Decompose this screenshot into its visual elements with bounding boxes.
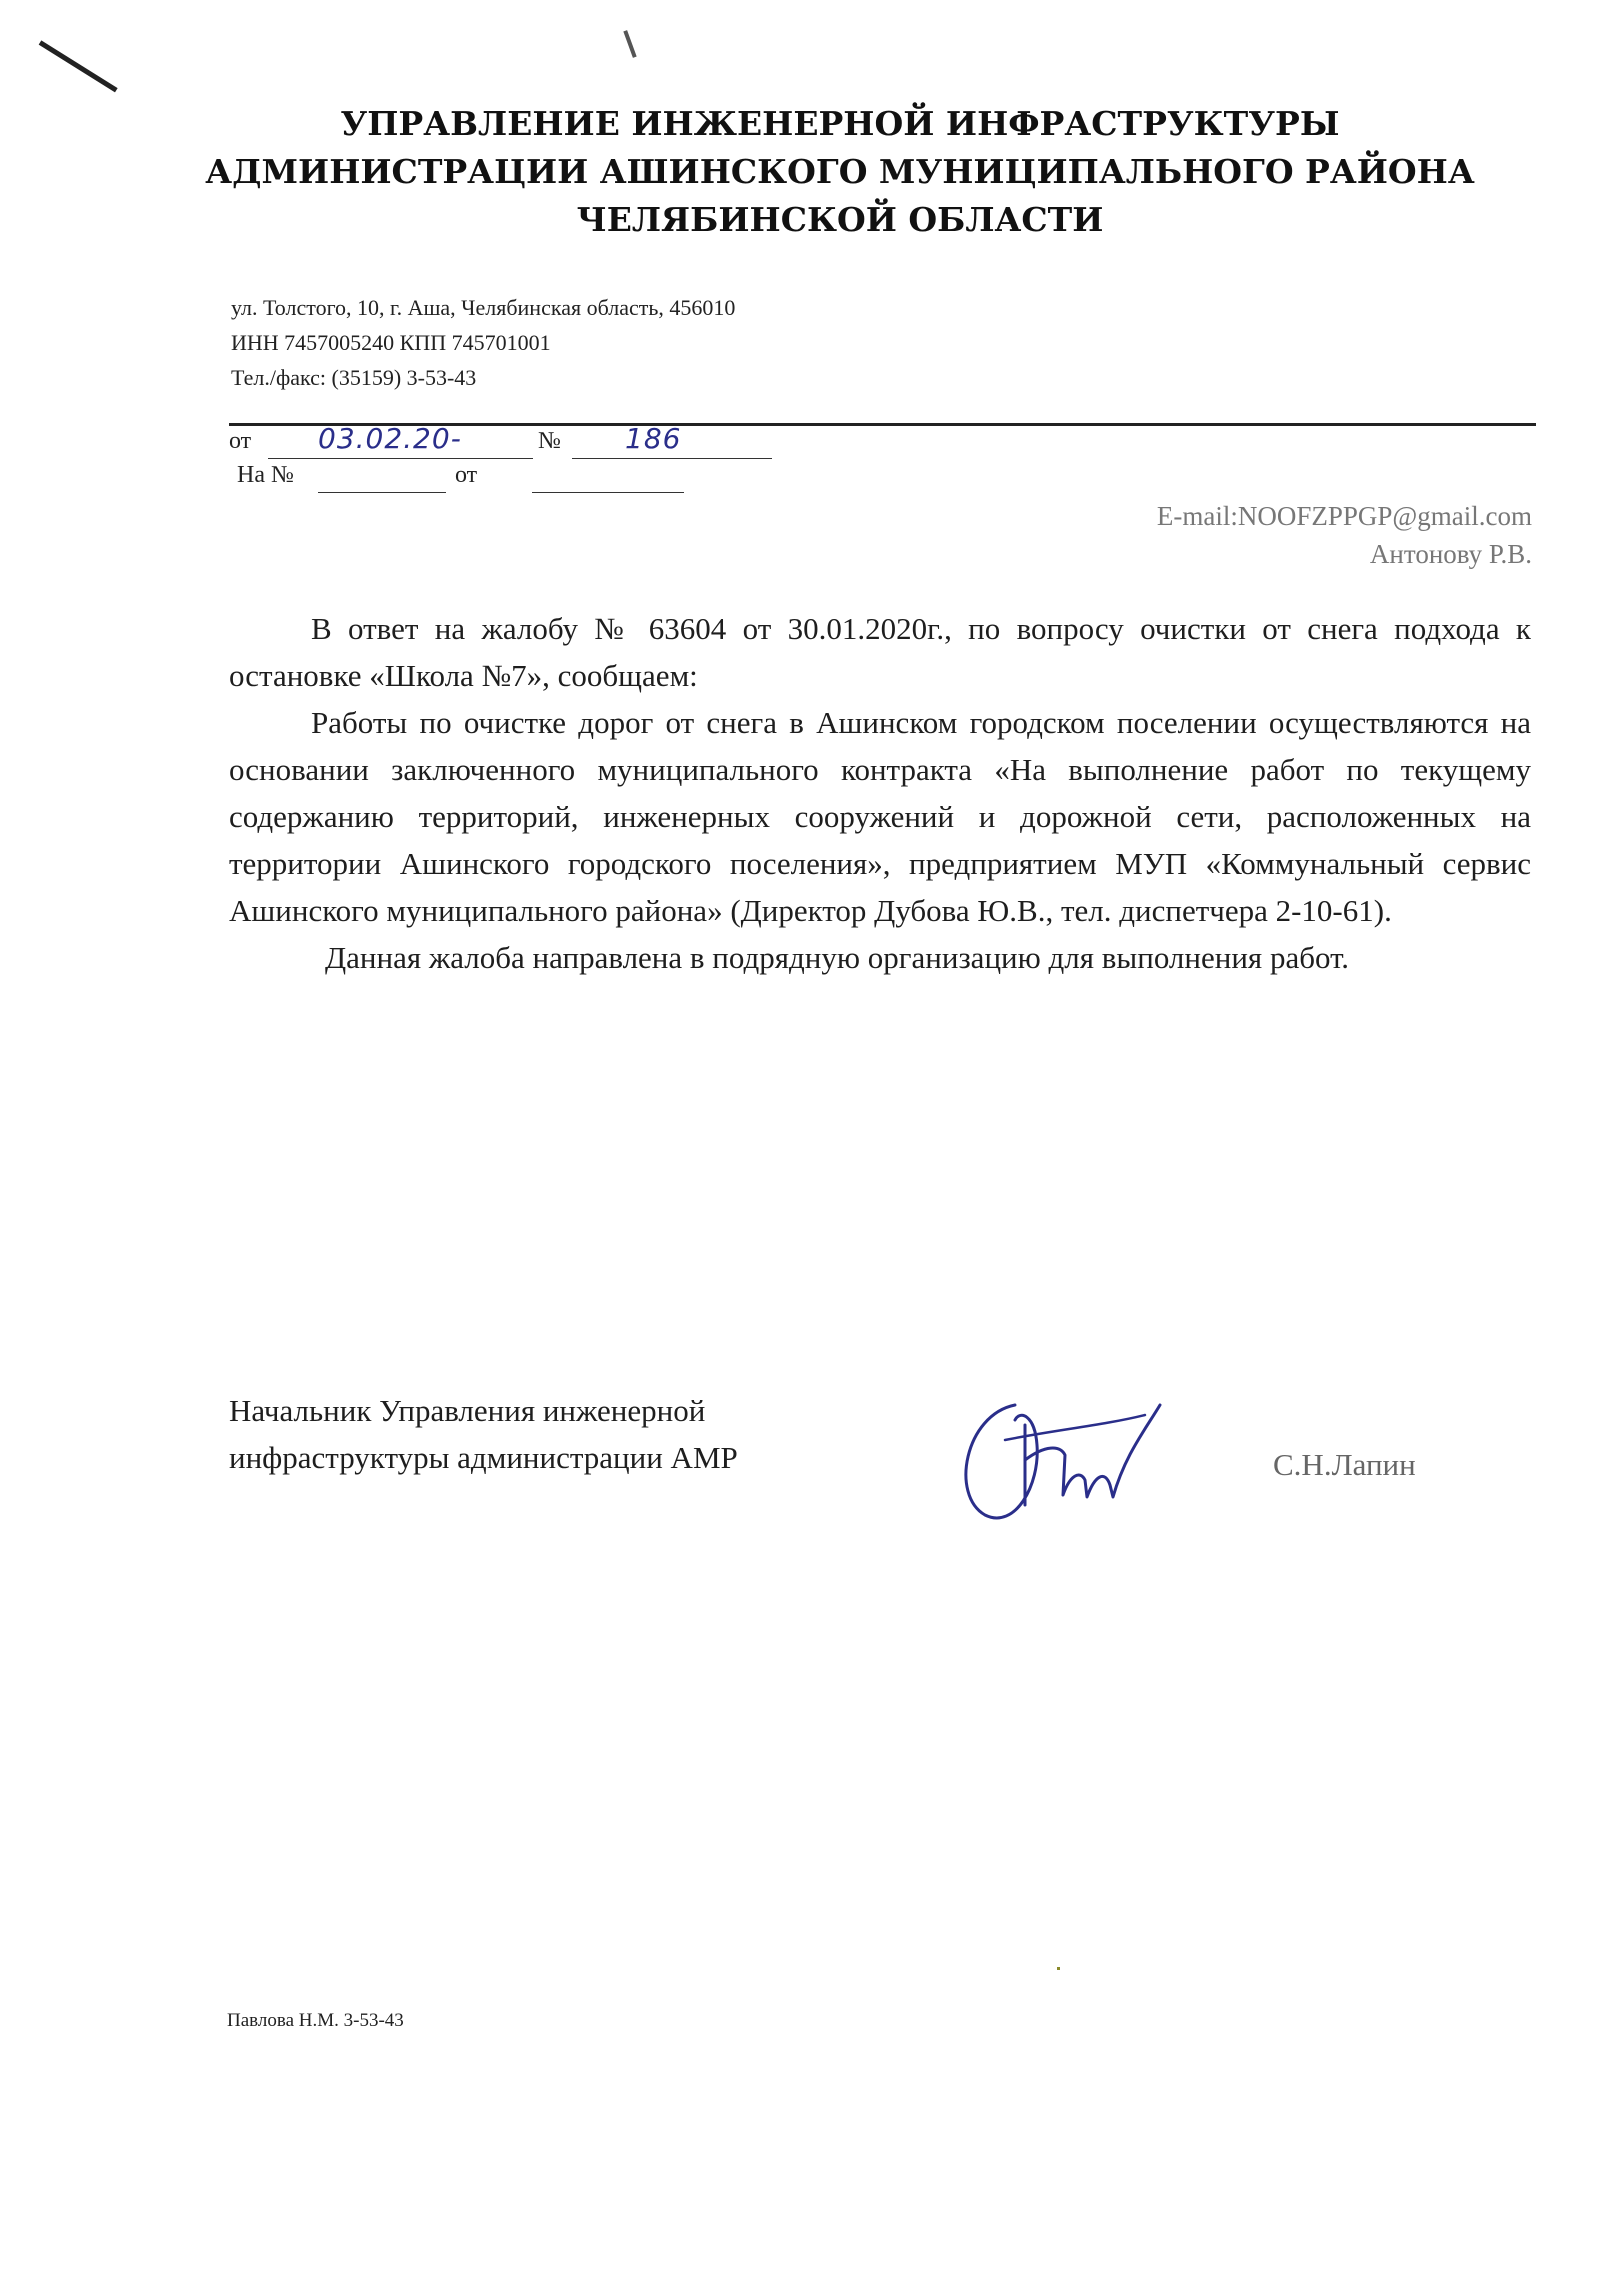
org-phone: Тел./факс: (35159) 3-53-43 [231,365,477,390]
letterhead-line-1: УПРАВЛЕНИЕ ИНЖЕНЕРНОЙ ИНФРАСТРУКТУРЫ [340,104,1340,143]
org-inn-kpp: ИНН 7457005240 КПП 745701001 [231,330,551,355]
reply-number-field [318,462,446,493]
signer-title-line-2: инфраструктуры администрации АМР [229,1440,738,1475]
signer-title-line-1: Начальник Управления инженерной [229,1393,706,1428]
letterhead-line-2: АДМИНИСТРАЦИИ АШИНСКОГО МУНИЦИПАЛЬНОГО РАЙОНА [205,152,1475,191]
number-label: № [538,428,561,454]
reply-label: На № [237,462,294,488]
handwritten-number: 186 [625,422,682,455]
reply-date-field [532,462,684,493]
performer-note: Павлова Н.М. 3-53-43 [227,2010,404,2031]
scan-speck [1057,1967,1060,1970]
body-paragraph-1: В ответ на жалобу № 63604 от 30.01.2020г., по вопросу очистки от снега подхода к остановке «Школа №7», сообщаем: [229,611,1531,693]
org-address: ул. Толстого, 10, г. Аша, Челябинская область, 456010 [231,295,736,320]
recipient-email: E-mail:NOOFZPPGP@gmail.com [1156,501,1532,531]
reply-from-label: от [455,462,478,488]
letterhead [200,100,1480,244]
scan-speck [623,30,636,58]
letterhead-line-3: ЧЕЛЯБИНСКОЙ ОБЛАСТИ [576,200,1104,239]
recipient-block [1157,497,1532,573]
handwritten-date: 03.02.20- [318,422,462,455]
signer-name: С.Н.Лапин [1273,1447,1416,1482]
from-label: от [229,428,252,454]
letter-body [229,605,1531,981]
org-contact-info [231,290,735,395]
scan-mark [39,40,118,92]
handwritten-signature [945,1385,1185,1535]
body-paragraph-2: Работы по очистке дорог от снега в Ашинском городском поселении осуществляются на основании заключенного муниципального контракта «На выполнение работ по текущему содержанию территорий, инженерных сооружений и дорожной сети, расположенных на территории Ашинского городского поселения», предприятием МУП «Коммунальный сервис Ашинского муниципального района» (Директор Дубова Ю.В., тел. диспетчера 2-10-61). [229,705,1531,928]
signer-title [229,1387,738,1481]
body-paragraph-3: Данная жалоба направлена в подрядную организацию для выполнения работ. [325,940,1350,975]
recipient-name: Антонову Р.В. [1369,539,1532,569]
